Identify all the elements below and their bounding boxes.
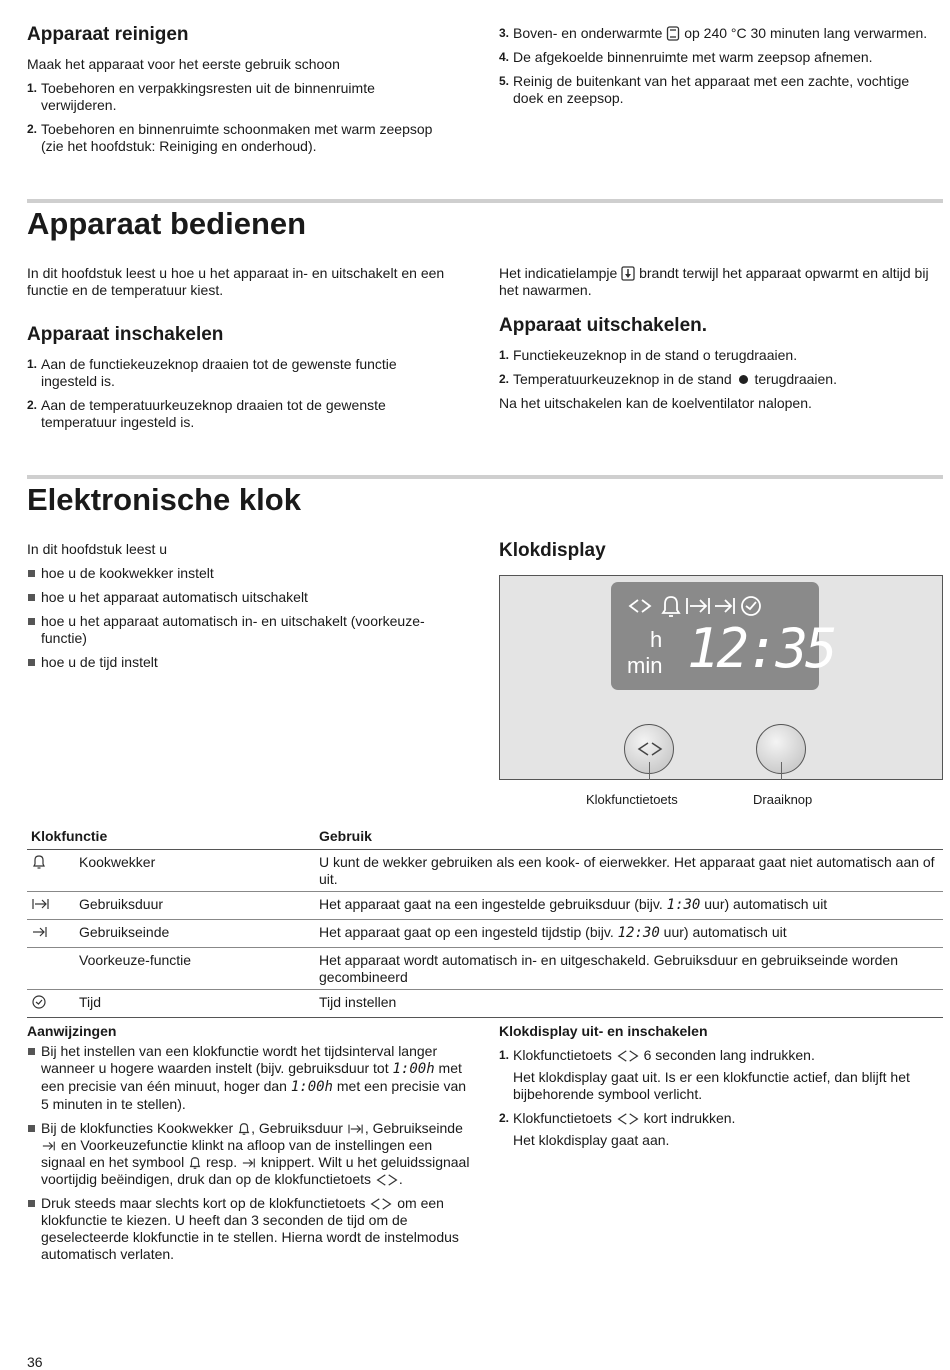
list-item: 2. Temperatuurkeuzeknop in de stand terugdraaien. (499, 371, 837, 387)
heat-indicator-icon (621, 266, 635, 281)
section-title-klok: Elektronische klok (27, 482, 301, 517)
column-header: Gebruik (315, 826, 943, 850)
list-item: 2. Toebehoren en binnenruimte schoonmaken met warm zeepsop (zie het hoofdstuk: Reiniging en onderhoud). (27, 121, 433, 154)
table-header-row (27, 826, 943, 850)
end-time-icon (31, 924, 49, 940)
column-header: Klokfunctie (27, 826, 315, 850)
step-result: Het klokdisplay gaat aan. (513, 1132, 670, 1148)
mode-arrows-icon (630, 600, 650, 612)
list-item: 5. Reinig de buitenkant van het apparaat met een zachte, vochtige doek en zeepsop. (499, 73, 910, 106)
list-item: 1. Functiekeuzeknop in de stand o terugdraaien. (499, 347, 798, 363)
notes-list (27, 1043, 472, 1270)
list-item: Druk steeds maar slechts kort op de klokfunctietoets om een klokfunctie te kiezen. U heeft dan 3 seconden de tijd om de geselecteerde klokfunctie in te stellen. Hierna wordt de instelmodus automatisch verlaten. (27, 1195, 472, 1263)
reinigen-steps-left (27, 80, 447, 162)
notes-title: Aanwijzingen (27, 1023, 117, 1039)
table-row: Voorkeuze-functie Het apparaat wordt automatisch in- en uitgeschakeld. Gebruiksduur en gebruikseinde worden gecombineerd (27, 948, 943, 990)
subsection-title-klokdisplay: Klokdisplay (499, 540, 606, 561)
clock-function-table (27, 826, 943, 1018)
mode-arrows-icon (375, 1173, 399, 1187)
bell-icon (31, 854, 47, 870)
indicator-note: Het indicatielampje brandt terwijl het apparaat opwarmt en altijd bij het nawarmen. (499, 265, 929, 298)
table-row: Gebruikseinde Het apparaat gaat op een ingesteld tijdstip (bijv. 12:30 uur) automatisch uit (27, 920, 943, 948)
filled-dot-icon (739, 375, 748, 384)
list-item: hoe u het apparaat automatisch in- en uitschakelt (voorkeuze-functie) (27, 613, 467, 647)
clock-icon (742, 597, 760, 615)
section-title-reinigen: Apparaat reinigen (27, 24, 189, 45)
inschakelen-steps (27, 356, 447, 438)
clock-icon (31, 994, 47, 1010)
display-time: 12:35 (687, 617, 835, 680)
bell-icon (237, 1122, 251, 1136)
callout-line (781, 762, 782, 780)
subsection-title-inschakelen: Apparaat inschakelen (27, 324, 224, 345)
list-item: 2. Aan de temperatuurkeuzeknop draaien tot de gewenste temperatuur ingesteld is. (27, 397, 386, 430)
step-result: Het klokdisplay gaat uit. Is er een klokfunctie actief, dan blijft het bijbehorende symbool verlicht. (513, 1069, 910, 1102)
list-item: 2. Klokfunctietoets kort indrukken. Het klokdisplay gaat aan. (499, 1110, 939, 1149)
list-item: Bij het instellen van een klokfunctie wordt het tijdsinterval langer wanneer u hogere waarden instelt (bijv. gebruiksduur tot 1:00h met een precisie van één minuut, hoger dan 1:00h met een precisie van 5 minuten in te stellen). (27, 1043, 472, 1113)
duration-icon (31, 896, 51, 912)
unit-minutes: min (627, 653, 663, 678)
display-toggle-steps (499, 1047, 939, 1156)
list-item: Bij de klokfuncties Kookwekker , Gebruiksduur , Gebruikseinde en Voorkeuzefunctie klinkt na afloop van de instellingen een signaal en het symbool resp. knippert. Wilt u het geluidssignaal voortijdig beëindigen, druk dan op de klokfunctietoets . (27, 1120, 472, 1188)
reinigen-intro: Maak het apparaat voor het eerste gebruik schoon (27, 56, 340, 72)
unit-hours: h (650, 627, 663, 652)
end-time-icon (241, 1156, 257, 1170)
uitschakelen-steps (499, 347, 929, 395)
table-row: Gebruiksduur Het apparaat gaat na een ingestelde gebruiksduur (bijv. 1:30 uur) automatisch uit (27, 892, 943, 920)
list-item: 4. De afgekoelde binnenruimte met warm zeepsop afnemen. (499, 49, 873, 65)
section-title-bedienen: Apparaat bedienen (27, 206, 307, 241)
top-bottom-heat-icon (666, 26, 680, 41)
uitschakelen-note: Na het uitschakelen kan de koelventilator nalopen. (499, 395, 812, 411)
display-toggle-title: Klokdisplay uit- en inschakelen (499, 1023, 708, 1039)
reinigen-steps-right (499, 25, 929, 114)
list-item: 1. Aan de functiekeuzeknop draaien tot de gewenste functie ingesteld is. (27, 356, 397, 389)
table-row: Kookwekker U kunt de wekker gebruiken als een kook- of eierwekker. Het apparaat gaat niet automatisch aan of uit. (27, 850, 943, 892)
clock-display-screen (611, 582, 835, 690)
list-item: hoe u de kookwekker instelt (27, 565, 467, 582)
end-time-icon (41, 1139, 57, 1153)
klok-intro: In dit hoofdstuk leest u (27, 541, 168, 557)
callout-label-knob: Draaiknop (753, 792, 813, 807)
list-item: 1. Toebehoren en verpakkingsresten uit de binnenruimte verwijderen. (27, 80, 375, 113)
list-item: 1. Klokfunctietoets 6 seconden lang indrukken. Het klokdisplay gaat uit. Is er een klokfunctie actief, dan blijft het bijbehorende symbool verlicht. (499, 1047, 939, 1103)
callout-line (649, 762, 650, 780)
duration-icon (347, 1122, 365, 1136)
list-item: hoe u het apparaat automatisch uitschakelt (27, 589, 467, 606)
section-divider (27, 199, 943, 203)
subsection-title-uitschakelen: Apparaat uitschakelen. (499, 315, 708, 336)
page-number: 36 (27, 1354, 43, 1370)
callout-label-function-button: Klokfunctietoets (586, 792, 678, 807)
duration-icon (687, 598, 709, 614)
bell-icon (188, 1156, 202, 1170)
list-item: 3. Boven- en onderwarmte op 240 °C 30 minuten lang verwarmen. (499, 25, 928, 41)
mode-arrows-icon (369, 1197, 393, 1211)
end-time-icon (715, 598, 734, 614)
mode-arrows-icon (636, 741, 664, 757)
mode-arrows-icon (616, 1112, 640, 1126)
clock-panel-illustration (499, 575, 943, 780)
bedienen-intro: In dit hoofdstuk leest u hoe u het apparaat in- en uitschakelt en een functie en de temperatuur kiest. (27, 265, 445, 298)
mode-arrows-icon (616, 1049, 640, 1063)
section-divider (27, 475, 943, 479)
list-item: hoe u de tijd instelt (27, 654, 467, 671)
klok-topics (27, 565, 467, 678)
table-row: Tijd Tijd instellen (27, 990, 943, 1018)
bell-icon (663, 597, 679, 616)
